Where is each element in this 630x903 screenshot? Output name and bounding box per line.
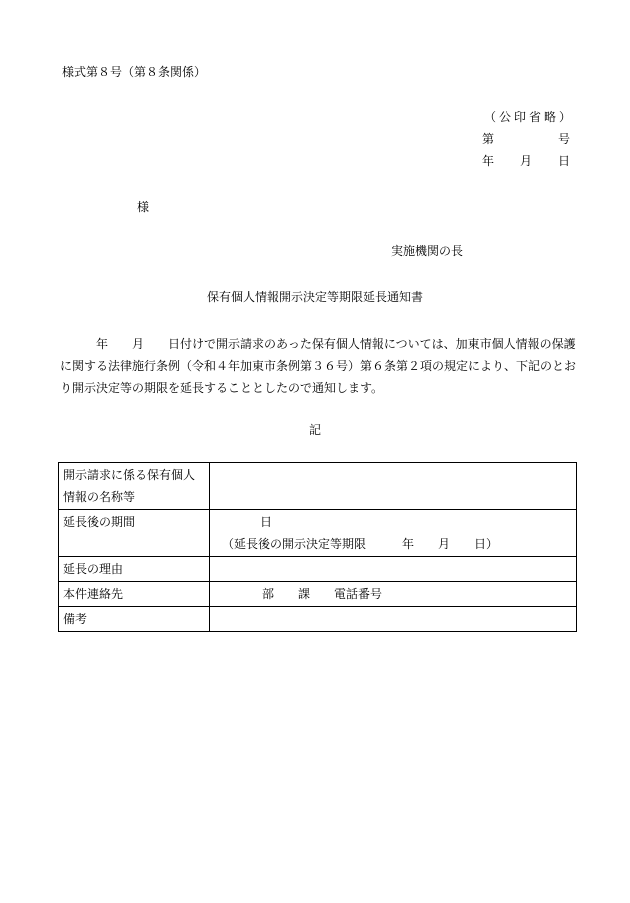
document-number-prefix: 第	[482, 132, 495, 146]
contact-section: 課	[298, 587, 311, 601]
table-row-reason	[59, 557, 577, 582]
document-title: 保有個人情報開示決定等期限延長通知書	[206, 290, 423, 304]
ki-heading: 記	[308, 423, 321, 437]
value-remarks	[210, 607, 577, 632]
value-info-name	[210, 463, 577, 510]
table-row-remarks	[59, 607, 577, 632]
date-year: 年	[482, 154, 495, 168]
details-table	[58, 462, 577, 632]
notice-body-text: 年 月 日付けで開示請求のあった保有個人情報については、加東市個人情報の保護に関する法律施行条例（令和４年加東市条例第３６号）第６条第２項の規定により、下記のとおり開示決定等の期限を延長することとしたので通知します。	[60, 337, 577, 395]
deadline-month: 月	[438, 537, 451, 551]
document-number-suffix: 号	[558, 132, 571, 146]
date-day: 日	[558, 154, 571, 168]
recipient-honorific: 様	[137, 200, 150, 214]
deadline-year: 年	[402, 537, 415, 551]
label-reason: 延長の理由	[59, 557, 210, 582]
label-extended-period: 延長後の期間	[59, 510, 210, 557]
value-contact	[210, 582, 577, 607]
date-month: 月	[520, 154, 533, 168]
deadline-day: 日）	[474, 537, 499, 551]
form-number-label: 様式第８号（第８条関係）	[62, 65, 207, 79]
value-reason	[210, 557, 577, 582]
official-seal-omitted-note: （公印省略）	[484, 110, 575, 124]
sender-title: 実施機関の長	[391, 244, 464, 258]
label-remarks: 備考	[59, 607, 210, 632]
table-row-info-name	[59, 463, 577, 510]
deadline-prefix: （延長後の開示決定等期限	[222, 537, 367, 551]
value-extended-period	[210, 510, 577, 557]
label-info-name: 開示請求に係る保有個人情報の名称等	[59, 463, 210, 510]
table-row-extended-period	[59, 510, 577, 557]
period-day-unit: 日	[260, 515, 273, 529]
contact-phone: 電話番号	[334, 587, 383, 601]
label-contact: 本件連絡先	[59, 582, 210, 607]
contact-department: 部	[262, 587, 275, 601]
table-row-contact	[59, 582, 577, 607]
